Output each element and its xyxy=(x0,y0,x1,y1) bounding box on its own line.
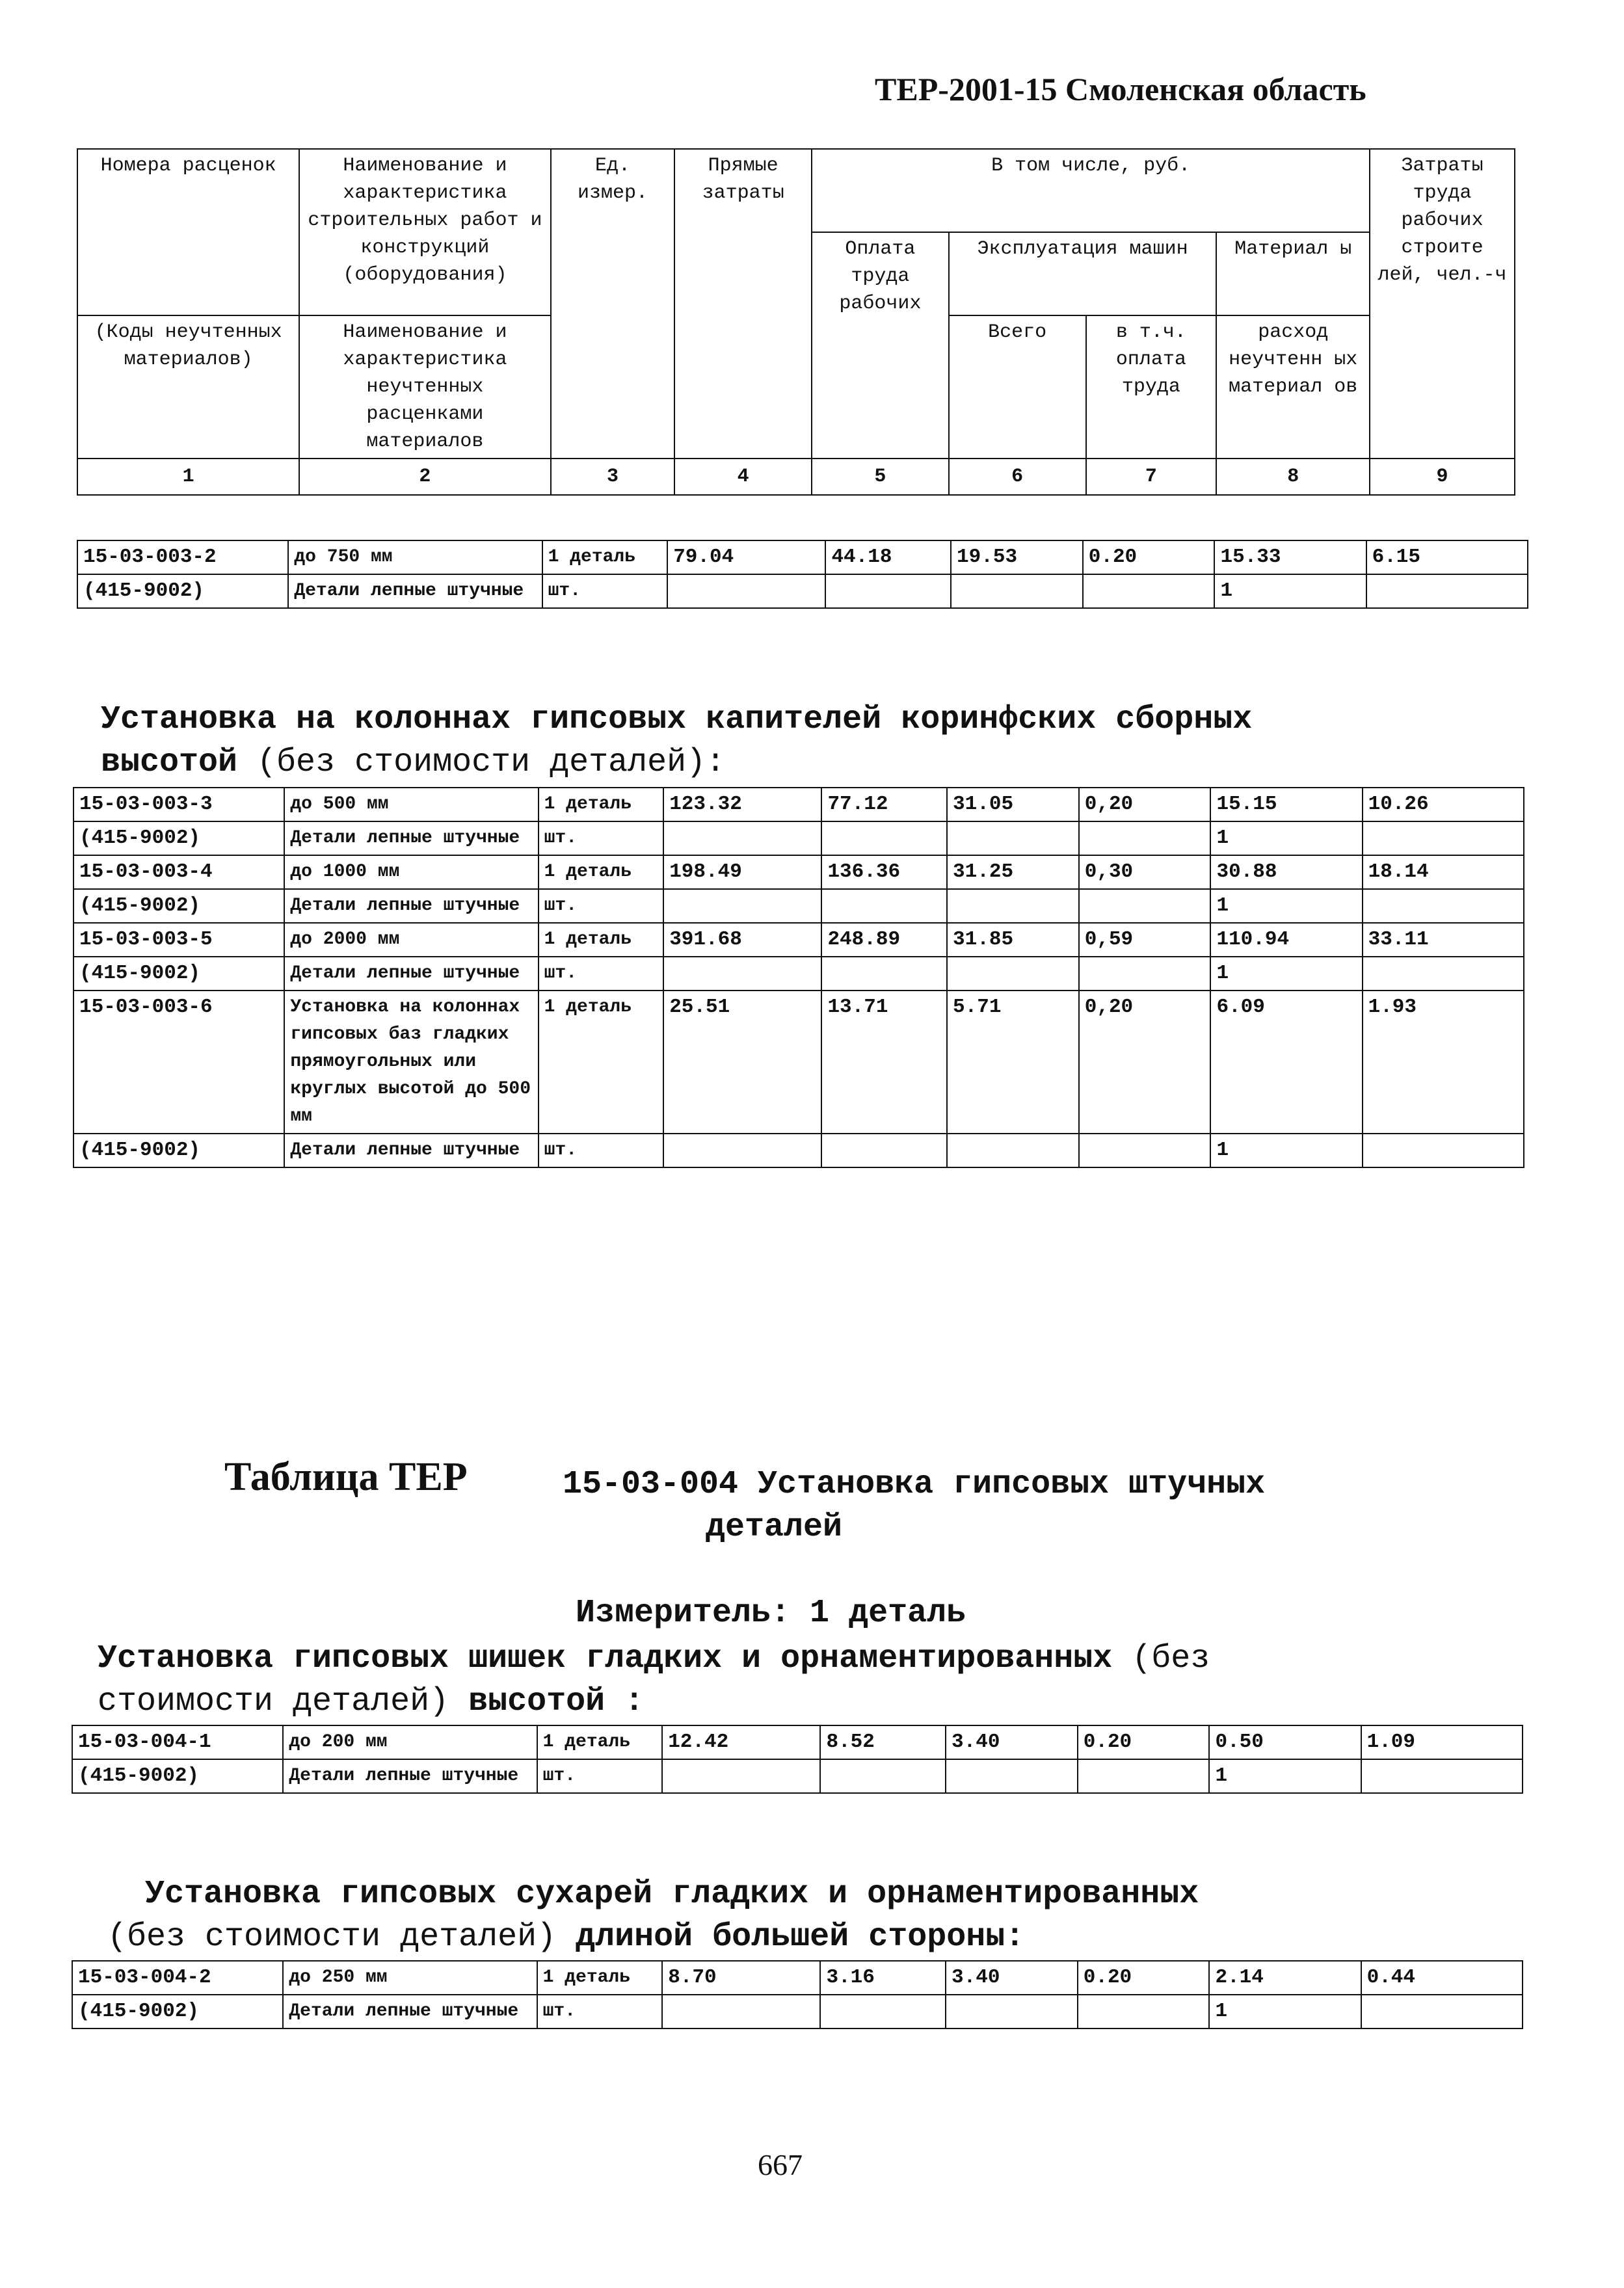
table-cell: 1 деталь xyxy=(537,1961,663,1995)
table-cell: 1 деталь xyxy=(539,788,664,821)
header-column-number: 4 xyxy=(674,459,812,495)
table-cell: 1 деталь xyxy=(539,855,664,889)
table-cell: Детали лепные штучные xyxy=(283,1995,537,2029)
table-cell: 198.49 xyxy=(663,855,821,889)
table-cell xyxy=(1363,821,1524,855)
table-cell: Установка на колоннах гипсовых баз гладких прямоугольных или круглых высотой до 500 мм xyxy=(284,991,538,1134)
table-cell: 25.51 xyxy=(663,991,821,1134)
table-cell: шт. xyxy=(542,574,668,608)
table-cell: (415-9002) xyxy=(73,957,284,991)
table-row xyxy=(73,889,1524,923)
table-row xyxy=(73,957,1524,991)
table-cell: 3.40 xyxy=(946,1725,1078,1759)
section1-line2-rest: (без стоимости деталей): xyxy=(237,744,726,781)
table-cell: 136.36 xyxy=(821,855,947,889)
header-col1-top: Номера расценок xyxy=(77,149,299,315)
section3-line2-rest: (без стоимости деталей) xyxy=(107,1919,576,1956)
table-row xyxy=(72,1759,1523,1793)
table-cell: 110.94 xyxy=(1210,923,1362,957)
table-cell: 0,20 xyxy=(1079,788,1211,821)
table-cell: 1 xyxy=(1209,1759,1361,1793)
header-col6-7: Эксплуатация машин xyxy=(949,232,1216,315)
section-heading-2 xyxy=(98,1638,1210,1723)
table-cell: 2.14 xyxy=(1209,1961,1361,1995)
header-column-number: 2 xyxy=(299,459,550,495)
table-cell xyxy=(663,889,821,923)
section3-line1: Установка гипсовых сухарей гладких и орнаментированных xyxy=(145,1876,1199,1913)
header-table xyxy=(77,148,1515,496)
section-heading-1 xyxy=(101,698,1252,784)
table-row xyxy=(77,574,1528,608)
table-cell: 0,30 xyxy=(1079,855,1211,889)
table-cell xyxy=(1363,957,1524,991)
page-header: ТЕР-2001-15 Смоленская область xyxy=(875,71,1366,107)
table-cell: 0.20 xyxy=(1083,540,1215,574)
table-cell: 0.20 xyxy=(1078,1961,1210,1995)
table-cell xyxy=(1079,821,1211,855)
table-cell: 33.11 xyxy=(1363,923,1524,957)
table-cell: 1.09 xyxy=(1361,1725,1523,1759)
table-cell xyxy=(1078,1759,1210,1793)
table-cell: (415-9002) xyxy=(72,1759,283,1793)
header-column-number: 5 xyxy=(812,459,949,495)
table-cell xyxy=(951,574,1083,608)
table-cell: до 250 мм xyxy=(283,1961,537,1995)
table-cell: 19.53 xyxy=(951,540,1083,574)
table-cell: шт. xyxy=(539,889,664,923)
section2-line2-bold: высотой : xyxy=(468,1683,645,1720)
table-cell xyxy=(1083,574,1215,608)
table-cell: 15-03-003-2 xyxy=(77,540,288,574)
table-cell: шт. xyxy=(539,821,664,855)
table-row xyxy=(72,1961,1523,1995)
table-cell xyxy=(667,574,825,608)
table-cell: до 1000 мм xyxy=(284,855,538,889)
table-cell: Детали лепные штучные xyxy=(288,574,542,608)
table-cell: 1 деталь xyxy=(537,1725,663,1759)
table-cell xyxy=(1361,1995,1523,2029)
table-cell: 15-03-003-3 xyxy=(73,788,284,821)
table-cell: шт. xyxy=(539,1134,664,1167)
table-cell: 1 деталь xyxy=(542,540,668,574)
header-col9: Затраты труда рабочих строите лей, чел.-ч xyxy=(1370,149,1515,459)
table-cell xyxy=(1079,957,1211,991)
table-row xyxy=(73,923,1524,957)
table-cell: 3.16 xyxy=(820,1961,946,1995)
table-cell xyxy=(821,889,947,923)
table-cell: 1 деталь xyxy=(539,923,664,957)
section2-line1-rest: (без xyxy=(1112,1640,1210,1677)
table-title-line2: деталей xyxy=(706,1509,843,1546)
table-cell: 31.25 xyxy=(947,855,1079,889)
table-cell xyxy=(1363,1134,1524,1167)
table-cell xyxy=(947,957,1079,991)
table-cell: 15-03-003-4 xyxy=(73,855,284,889)
table-cell: 1 xyxy=(1214,574,1366,608)
header-col2-top: Наименование и характеристика строительных работ и конструкций (оборудования) xyxy=(299,149,550,315)
table-cell: (415-9002) xyxy=(73,889,284,923)
table-cell: 15.15 xyxy=(1210,788,1362,821)
header-col8-bottom: расход неучтенн ых материал ов xyxy=(1216,315,1370,459)
table-cell xyxy=(1079,889,1211,923)
table-cell: 0,20 xyxy=(1079,991,1211,1134)
table-cell: 391.68 xyxy=(663,923,821,957)
table-cell: 0.44 xyxy=(1361,1961,1523,1995)
table-cell: 1 xyxy=(1210,889,1362,923)
header-column-number: 8 xyxy=(1216,459,1370,495)
table-cell: шт. xyxy=(537,1995,663,2029)
section2-line1-bold: Установка гипсовых шишек гладких и орнаментированных xyxy=(98,1640,1113,1677)
table-cell xyxy=(663,957,821,991)
table-cell: до 750 мм xyxy=(288,540,542,574)
section-heading-3 xyxy=(107,1873,1199,1959)
table-row xyxy=(73,991,1524,1134)
table-cell: 123.32 xyxy=(663,788,821,821)
rates-table-3 xyxy=(72,1725,1523,1794)
header-column-number: 9 xyxy=(1370,459,1515,495)
table-cell: 1 xyxy=(1210,957,1362,991)
table-cell: Детали лепные штучные xyxy=(283,1759,537,1793)
table-cell: (415-9002) xyxy=(73,821,284,855)
header-group: В том числе, руб. xyxy=(812,149,1370,232)
table-cell: 15-03-003-5 xyxy=(73,923,284,957)
table-cell: шт. xyxy=(539,957,664,991)
measurer: Измеритель: 1 деталь xyxy=(576,1595,966,1632)
rates-table-4 xyxy=(72,1960,1523,2029)
table-cell xyxy=(820,1995,946,2029)
table-cell: 12.42 xyxy=(662,1725,820,1759)
table-cell xyxy=(946,1759,1078,1793)
table-cell: 30.88 xyxy=(1210,855,1362,889)
table-cell: 31.05 xyxy=(947,788,1079,821)
header-col1-bottom: (Коды неучтенных материалов) xyxy=(77,315,299,459)
section2-line2-rest: стоимости деталей) xyxy=(98,1683,469,1720)
table-cell: 6.09 xyxy=(1210,991,1362,1134)
table-cell xyxy=(1079,1134,1211,1167)
table-cell xyxy=(1366,574,1528,608)
table-cell: 1 деталь xyxy=(539,991,664,1134)
table-cell: 1 xyxy=(1210,1134,1362,1167)
section1-line1: Установка на колоннах гипсовых капителей коринфских сборных xyxy=(101,701,1253,738)
table-cell xyxy=(821,957,947,991)
table-row xyxy=(73,821,1524,855)
table-cell: Детали лепные штучные xyxy=(284,1134,538,1167)
table-cell: 0.20 xyxy=(1078,1725,1210,1759)
header-col8-top: Материал ы xyxy=(1216,232,1370,315)
table-cell xyxy=(1361,1759,1523,1793)
header-col4: Прямые затраты xyxy=(674,149,812,459)
header-column-number: 6 xyxy=(949,459,1086,495)
table-cell xyxy=(1363,889,1524,923)
table-cell xyxy=(663,1134,821,1167)
header-column-number: 7 xyxy=(1086,459,1217,495)
table-cell xyxy=(820,1759,946,1793)
table-cell: Детали лепные штучные xyxy=(284,957,538,991)
table-cell: Детали лепные штучные xyxy=(284,889,538,923)
table-cell: до 500 мм xyxy=(284,788,538,821)
table-cell: 0,59 xyxy=(1079,923,1211,957)
table-cell: 15-03-004-2 xyxy=(72,1961,283,1995)
header-col2-bottom: Наименование и характеристика неучтенных расценками материалов xyxy=(299,315,550,459)
table-row xyxy=(73,855,1524,889)
rates-table-2 xyxy=(73,787,1524,1168)
table-row xyxy=(77,540,1528,574)
header-col6: Всего xyxy=(949,315,1086,459)
table-cell: 1.93 xyxy=(1363,991,1524,1134)
table-title-line1: 15-03-004 Установка гипсовых штучных xyxy=(563,1466,1266,1503)
table-row xyxy=(72,1725,1523,1759)
page-number: 667 xyxy=(758,2148,803,2181)
table-cell: 6.15 xyxy=(1366,540,1528,574)
table-row xyxy=(73,1134,1524,1167)
table-cell: 18.14 xyxy=(1363,855,1524,889)
table-cell: 0.50 xyxy=(1209,1725,1361,1759)
table-cell: 31.85 xyxy=(947,923,1079,957)
table-cell: 77.12 xyxy=(821,788,947,821)
rates-table-1 xyxy=(77,540,1528,609)
table-cell: 15-03-003-6 xyxy=(73,991,284,1134)
table-row xyxy=(72,1995,1523,2029)
table-cell xyxy=(947,821,1079,855)
table-cell: 1 xyxy=(1210,821,1362,855)
table-cell: 15-03-004-1 xyxy=(72,1725,283,1759)
table-cell: 15.33 xyxy=(1214,540,1366,574)
table-cell: (415-9002) xyxy=(77,574,288,608)
table-cell xyxy=(662,1995,820,2029)
table-cell xyxy=(1078,1995,1210,2029)
table-cell: 1 xyxy=(1209,1995,1361,2029)
table-cell xyxy=(825,574,951,608)
table-cell: 8.52 xyxy=(820,1725,946,1759)
header-col3: Ед. измер. xyxy=(551,149,675,459)
table-cell: до 2000 мм xyxy=(284,923,538,957)
table-cell: 79.04 xyxy=(667,540,825,574)
table-cell: (415-9002) xyxy=(72,1995,283,2029)
header-column-number: 3 xyxy=(551,459,675,495)
table-cell xyxy=(663,821,821,855)
table-cell xyxy=(821,1134,947,1167)
table-cell: (415-9002) xyxy=(73,1134,284,1167)
table-cell: 3.40 xyxy=(946,1961,1078,1995)
table-cell xyxy=(946,1995,1078,2029)
table-cell: шт. xyxy=(537,1759,663,1793)
table-cell: 10.26 xyxy=(1363,788,1524,821)
table-cell: Детали лепные штучные xyxy=(284,821,538,855)
header-col5: Оплата труда рабочих xyxy=(812,232,949,459)
table-cell: 13.71 xyxy=(821,991,947,1134)
table-cell: до 200 мм xyxy=(283,1725,537,1759)
table-cell xyxy=(821,821,947,855)
header-column-number: 1 xyxy=(77,459,299,495)
table-row xyxy=(73,788,1524,821)
table-cell: 8.70 xyxy=(662,1961,820,1995)
section3-line2-bold: длиной большей стороны: xyxy=(576,1919,1025,1956)
header-col7: в т.ч. оплата труда xyxy=(1086,315,1217,459)
table-cell: 5.71 xyxy=(947,991,1079,1134)
table-title-prefix: Таблица ТЕР xyxy=(224,1455,468,1499)
table-cell: 248.89 xyxy=(821,923,947,957)
table-cell: 44.18 xyxy=(825,540,951,574)
table-cell xyxy=(947,1134,1079,1167)
table-cell xyxy=(947,889,1079,923)
section1-line2-bold: высотой xyxy=(101,744,238,781)
table-cell xyxy=(662,1759,820,1793)
